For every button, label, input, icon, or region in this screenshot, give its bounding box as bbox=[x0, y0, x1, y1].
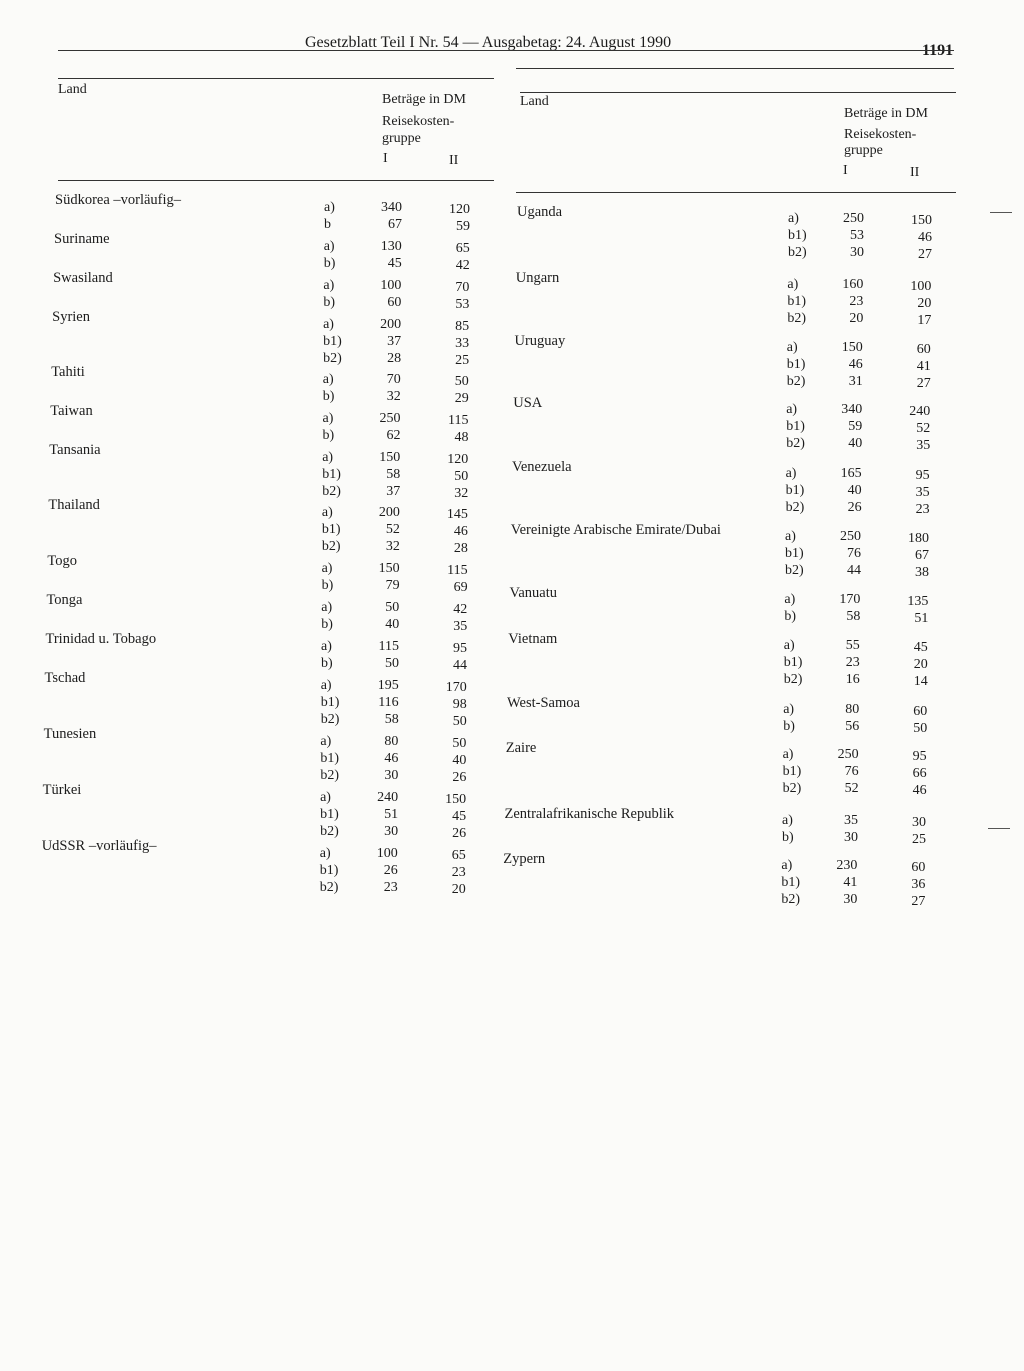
amount-group-i: 250 bbox=[843, 211, 864, 226]
category-label: b2) bbox=[320, 824, 339, 840]
amount-group-ii: 50 bbox=[454, 374, 469, 389]
amount-group-i: 58 bbox=[846, 609, 861, 625]
amount-group-i: 23 bbox=[849, 294, 864, 310]
amount-group-ii: 35 bbox=[916, 438, 931, 454]
country-name: Togo bbox=[47, 553, 77, 569]
category-label: a) bbox=[323, 239, 335, 254]
country-name: Zypern bbox=[503, 851, 546, 867]
amount-group-ii: 45 bbox=[452, 809, 467, 825]
amount-group-ii: 25 bbox=[455, 353, 470, 369]
amount-group-ii: 65 bbox=[451, 848, 466, 863]
amount-group-ii: 29 bbox=[454, 391, 469, 407]
amount-group-ii: 150 bbox=[911, 213, 932, 228]
amount-group-ii: 60 bbox=[916, 342, 931, 357]
country-name: Vanuatu bbox=[509, 585, 558, 601]
category-label: b) bbox=[323, 295, 336, 311]
country-name: Suriname bbox=[54, 231, 110, 247]
category-label: b2) bbox=[320, 768, 340, 784]
category-label: a) bbox=[323, 278, 335, 293]
amount-group-i: 67 bbox=[388, 217, 402, 233]
amount-group-ii: 240 bbox=[909, 404, 931, 419]
category-label: b1) bbox=[319, 863, 339, 879]
amount-group-ii: 25 bbox=[912, 832, 926, 848]
scan-edge-mark bbox=[988, 828, 1010, 829]
country-name: Vereinigte Arabische Emirate/Dubai bbox=[510, 522, 721, 538]
category-label: b2) bbox=[781, 892, 801, 908]
amount-group-i: 70 bbox=[386, 372, 401, 387]
amount-group-ii: 115 bbox=[447, 563, 468, 578]
amount-group-i: 60 bbox=[387, 295, 402, 311]
amount-group-i: 30 bbox=[384, 768, 399, 784]
scan-edge-mark bbox=[990, 212, 1012, 213]
amount-group-ii: 28 bbox=[453, 541, 468, 557]
amount-group-i: 130 bbox=[380, 239, 402, 254]
category-label: b2) bbox=[785, 500, 805, 516]
category-label: b1) bbox=[320, 751, 340, 767]
amount-group-i: 50 bbox=[385, 600, 400, 615]
amount-group-ii: 20 bbox=[913, 657, 928, 673]
amount-group-i: 165 bbox=[840, 466, 862, 481]
category-label: b1) bbox=[782, 764, 802, 780]
amount-group-i: 40 bbox=[847, 483, 862, 499]
amount-group-ii: 59 bbox=[456, 219, 470, 235]
amount-group-ii: 27 bbox=[916, 376, 931, 392]
amount-group-i: 30 bbox=[850, 245, 864, 261]
country-name: Uganda bbox=[517, 204, 563, 220]
category-label: b1) bbox=[787, 294, 807, 310]
category-label: a) bbox=[322, 372, 334, 387]
category-label: b2) bbox=[783, 672, 803, 688]
category-label: a) bbox=[322, 450, 334, 465]
amount-group-i: 23 bbox=[383, 880, 398, 896]
amount-group-i: 23 bbox=[845, 655, 860, 671]
country-name: Zaire bbox=[505, 740, 537, 756]
amount-group-ii: 14 bbox=[913, 674, 928, 690]
amount-group-i: 40 bbox=[385, 617, 400, 633]
amount-group-i: 62 bbox=[386, 428, 401, 444]
country-name: Syrien bbox=[52, 309, 90, 325]
amount-group-i: 76 bbox=[844, 764, 859, 780]
amount-group-i: 30 bbox=[844, 830, 858, 846]
amount-group-i: 150 bbox=[841, 340, 863, 355]
country-name: Trinidad u. Tobago bbox=[45, 631, 157, 647]
amount-group-ii: 66 bbox=[912, 766, 927, 782]
category-label: b2) bbox=[786, 436, 805, 452]
category-label: a) bbox=[320, 790, 331, 805]
amount-group-ii: 95 bbox=[915, 468, 930, 483]
amount-group-i: 116 bbox=[378, 695, 399, 711]
amount-group-i: 16 bbox=[845, 672, 860, 688]
amount-group-i: 32 bbox=[385, 539, 400, 555]
amount-group-ii: 44 bbox=[453, 658, 467, 674]
amount-group-i: 44 bbox=[847, 563, 861, 579]
amount-group-i: 76 bbox=[847, 546, 861, 562]
category-label: b2) bbox=[787, 311, 807, 327]
category-label: b2) bbox=[788, 245, 807, 261]
amount-group-i: 200 bbox=[380, 317, 402, 332]
category-label: a) bbox=[785, 529, 796, 544]
amount-group-i: 250 bbox=[837, 747, 859, 762]
amount-group-ii: 95 bbox=[453, 641, 467, 656]
category-label: b) bbox=[322, 389, 335, 405]
amount-group-i: 200 bbox=[378, 505, 400, 520]
category-label: b1) bbox=[783, 655, 803, 671]
amount-group-ii: 40 bbox=[452, 753, 467, 769]
amount-group-ii: 30 bbox=[912, 815, 926, 830]
category-label: a) bbox=[321, 561, 333, 576]
category-label: a) bbox=[788, 211, 799, 226]
category-label: a) bbox=[320, 734, 332, 749]
amount-group-ii: 50 bbox=[452, 714, 467, 730]
category-label: b1) bbox=[320, 807, 339, 823]
right-col-i-header: I bbox=[843, 163, 848, 178]
amount-group-i: 115 bbox=[378, 639, 399, 654]
amount-group-i: 30 bbox=[384, 824, 399, 840]
amount-group-ii: 42 bbox=[455, 258, 470, 274]
country-name: Vietnam bbox=[508, 631, 558, 647]
country-name: Venezuela bbox=[512, 459, 572, 475]
right-col-betraege-header: Beträge in DM bbox=[844, 106, 928, 121]
right-table-header-rule bbox=[516, 192, 956, 193]
amount-group-ii: 180 bbox=[908, 531, 929, 546]
category-label: a) bbox=[785, 466, 797, 481]
amount-group-i: 30 bbox=[843, 892, 858, 908]
country-name: Tahiti bbox=[51, 364, 85, 380]
category-label: b1) bbox=[321, 522, 341, 538]
amount-group-ii: 17 bbox=[917, 313, 932, 329]
page-header-title: Gesetzblatt Teil I Nr. 54 — Ausgabetag: 24. August 1990 bbox=[305, 34, 672, 51]
category-label: b) bbox=[782, 830, 794, 846]
category-label: a) bbox=[321, 639, 332, 654]
amount-group-i: 32 bbox=[386, 389, 401, 405]
category-label: a) bbox=[321, 505, 333, 520]
amount-group-i: 46 bbox=[848, 357, 863, 373]
amount-group-i: 51 bbox=[384, 807, 399, 823]
amount-group-i: 31 bbox=[848, 374, 863, 390]
amount-group-ii: 20 bbox=[917, 296, 932, 312]
category-label: b1) bbox=[785, 483, 805, 499]
category-label: b) bbox=[783, 719, 795, 735]
left-col-i-header: I bbox=[383, 151, 388, 166]
amount-group-ii: 69 bbox=[453, 580, 468, 596]
amount-group-ii: 53 bbox=[455, 297, 470, 313]
amount-group-ii: 46 bbox=[918, 230, 932, 246]
category-label: b1) bbox=[320, 695, 340, 711]
amount-group-i: 230 bbox=[836, 858, 858, 873]
category-label: b1) bbox=[786, 419, 805, 435]
amount-group-ii: 52 bbox=[916, 421, 931, 437]
category-label: b) bbox=[321, 656, 333, 672]
category-label: b2) bbox=[320, 712, 340, 728]
amount-group-i: 40 bbox=[848, 436, 863, 452]
category-label: a) bbox=[786, 402, 798, 417]
amount-group-i: 50 bbox=[385, 656, 399, 672]
amount-group-i: 59 bbox=[848, 419, 863, 435]
country-name: Tunesien bbox=[43, 726, 97, 742]
country-name: Thailand bbox=[48, 497, 100, 513]
amount-group-ii: 26 bbox=[452, 770, 467, 786]
amount-group-i: 80 bbox=[384, 734, 399, 749]
country-name: Südkorea –vorläufig– bbox=[55, 192, 182, 208]
amount-group-ii: 20 bbox=[451, 882, 466, 898]
amount-group-i: 55 bbox=[845, 638, 860, 653]
category-label: a) bbox=[784, 592, 796, 607]
category-label: b) bbox=[322, 428, 335, 444]
amount-group-i: 100 bbox=[376, 846, 398, 861]
category-label: b2) bbox=[319, 880, 339, 896]
amount-group-i: 79 bbox=[385, 578, 400, 594]
left-col-land-header: Land bbox=[58, 82, 87, 97]
amount-group-ii: 85 bbox=[455, 319, 470, 334]
category-label: b2) bbox=[322, 484, 341, 500]
category-label: b1) bbox=[788, 228, 807, 244]
category-label: b2) bbox=[321, 539, 341, 555]
country-name: Tonga bbox=[46, 592, 83, 608]
amount-group-ii: 115 bbox=[448, 413, 469, 428]
amount-group-i: 56 bbox=[845, 719, 860, 735]
amount-group-ii: 35 bbox=[453, 619, 468, 635]
amount-group-ii: 41 bbox=[916, 359, 931, 375]
right-col-land-header: Land bbox=[520, 94, 549, 109]
amount-group-i: 340 bbox=[841, 402, 863, 417]
category-label: a) bbox=[782, 813, 793, 828]
category-label: a) bbox=[783, 638, 795, 653]
country-name: Taiwan bbox=[50, 403, 93, 419]
amount-group-ii: 65 bbox=[455, 241, 470, 256]
left-col-group-header-1: Reisekosten- bbox=[382, 114, 455, 129]
amount-group-i: 53 bbox=[850, 228, 864, 244]
category-label: b) bbox=[784, 609, 797, 625]
country-name: UdSSR –vorläufig– bbox=[41, 838, 157, 854]
amount-group-i: 340 bbox=[381, 200, 402, 215]
amount-group-ii: 23 bbox=[451, 865, 466, 881]
category-label: a) bbox=[322, 411, 334, 426]
amount-group-i: 195 bbox=[377, 678, 399, 693]
left-col-betraege-header: Beträge in DM bbox=[382, 92, 466, 107]
amount-group-ii: 50 bbox=[452, 736, 467, 751]
amount-group-i: 52 bbox=[385, 522, 400, 538]
category-label: b2) bbox=[782, 781, 802, 797]
category-label: b2) bbox=[786, 374, 806, 390]
amount-group-ii: 26 bbox=[452, 826, 467, 842]
amount-group-ii: 38 bbox=[915, 565, 929, 581]
category-label: b) bbox=[323, 256, 336, 272]
country-name: Uruguay bbox=[514, 333, 566, 349]
amount-group-i: 150 bbox=[378, 561, 400, 576]
amount-group-ii: 32 bbox=[454, 486, 469, 502]
amount-group-ii: 145 bbox=[446, 507, 468, 522]
category-label: b) bbox=[321, 617, 333, 633]
category-label: b1) bbox=[781, 875, 801, 891]
amount-group-ii: 36 bbox=[911, 877, 926, 893]
amount-group-ii: 46 bbox=[912, 783, 927, 799]
country-name: Tansania bbox=[49, 442, 101, 458]
category-label: b1) bbox=[786, 357, 806, 373]
amount-group-i: 52 bbox=[844, 781, 859, 797]
category-label: b1) bbox=[785, 546, 804, 562]
category-label: b) bbox=[321, 578, 334, 594]
amount-group-i: 20 bbox=[849, 311, 864, 327]
category-label: b2) bbox=[785, 563, 804, 579]
amount-group-ii: 27 bbox=[911, 894, 926, 910]
country-name: Zentralafrikanische Republik bbox=[504, 806, 675, 822]
amount-group-i: 26 bbox=[383, 863, 398, 879]
amount-group-i: 150 bbox=[379, 450, 401, 465]
amount-group-i: 37 bbox=[387, 334, 402, 350]
left-col-group-header-2: gruppe bbox=[382, 131, 421, 146]
category-label: a) bbox=[323, 317, 334, 332]
amount-group-i: 58 bbox=[384, 712, 399, 728]
country-name: Türkei bbox=[42, 782, 82, 798]
amount-group-i: 45 bbox=[387, 256, 402, 272]
amount-group-i: 35 bbox=[844, 813, 858, 828]
amount-group-i: 41 bbox=[843, 875, 858, 891]
category-label: b bbox=[324, 217, 331, 233]
amount-group-ii: 42 bbox=[453, 602, 468, 617]
amount-group-ii: 95 bbox=[912, 749, 927, 764]
amount-group-ii: 60 bbox=[913, 704, 928, 719]
amount-group-ii: 46 bbox=[453, 524, 468, 540]
amount-group-ii: 60 bbox=[911, 860, 926, 875]
page-number: 1191 bbox=[922, 42, 954, 59]
amount-group-i: 100 bbox=[380, 278, 402, 293]
right-col-group-header-1: Reisekosten- bbox=[844, 127, 917, 142]
category-label: a) bbox=[321, 600, 333, 615]
amount-group-i: 28 bbox=[387, 351, 402, 367]
category-label: a) bbox=[320, 678, 332, 693]
right-col-ii-header: II bbox=[910, 165, 920, 180]
amount-group-ii: 100 bbox=[910, 279, 932, 294]
amount-group-ii: 45 bbox=[913, 640, 928, 655]
category-label: a) bbox=[781, 858, 793, 873]
amount-group-i: 240 bbox=[377, 790, 399, 805]
country-name: Tschad bbox=[44, 670, 86, 686]
category-label: b2) bbox=[323, 351, 342, 367]
amount-group-ii: 35 bbox=[915, 485, 930, 501]
amount-group-ii: 150 bbox=[445, 792, 467, 807]
amount-group-ii: 135 bbox=[907, 594, 929, 609]
category-label: b1) bbox=[322, 467, 341, 483]
amount-group-ii: 120 bbox=[447, 452, 469, 467]
amount-group-i: 58 bbox=[386, 467, 401, 483]
category-label: b1) bbox=[323, 334, 342, 350]
amount-group-ii: 50 bbox=[454, 469, 469, 485]
amount-group-i: 250 bbox=[379, 411, 401, 426]
amount-group-ii: 120 bbox=[449, 202, 470, 217]
amount-group-i: 250 bbox=[840, 529, 861, 544]
country-name: Swasiland bbox=[53, 270, 113, 286]
amount-group-i: 46 bbox=[384, 751, 399, 767]
country-name: USA bbox=[513, 395, 543, 411]
amount-group-i: 160 bbox=[842, 277, 864, 292]
amount-group-ii: 51 bbox=[914, 611, 929, 627]
category-label: a) bbox=[782, 747, 794, 762]
category-label: a) bbox=[783, 702, 795, 717]
amount-group-ii: 27 bbox=[918, 247, 932, 263]
category-label: a) bbox=[319, 846, 331, 861]
amount-group-ii: 23 bbox=[915, 502, 930, 518]
amount-group-i: 170 bbox=[839, 592, 861, 607]
amount-group-ii: 33 bbox=[455, 336, 470, 352]
left-col-ii-header: II bbox=[449, 153, 459, 168]
amount-group-ii: 170 bbox=[445, 680, 467, 695]
country-name: Ungarn bbox=[515, 270, 560, 286]
amount-group-ii: 48 bbox=[454, 430, 469, 446]
right-table-top-rule bbox=[520, 92, 956, 93]
amount-group-ii: 67 bbox=[915, 548, 929, 564]
category-label: a) bbox=[786, 340, 798, 355]
category-label: a) bbox=[324, 200, 335, 215]
amount-group-ii: 70 bbox=[455, 280, 470, 295]
category-label: a) bbox=[787, 277, 799, 292]
country-name: West-Samoa bbox=[507, 695, 580, 711]
right-col-group-header-2: gruppe bbox=[844, 143, 883, 158]
amount-group-i: 80 bbox=[845, 702, 860, 717]
amount-group-ii: 98 bbox=[452, 697, 467, 713]
amount-group-i: 37 bbox=[386, 484, 401, 500]
amount-group-ii: 50 bbox=[913, 721, 928, 737]
amount-group-i: 26 bbox=[847, 500, 862, 516]
